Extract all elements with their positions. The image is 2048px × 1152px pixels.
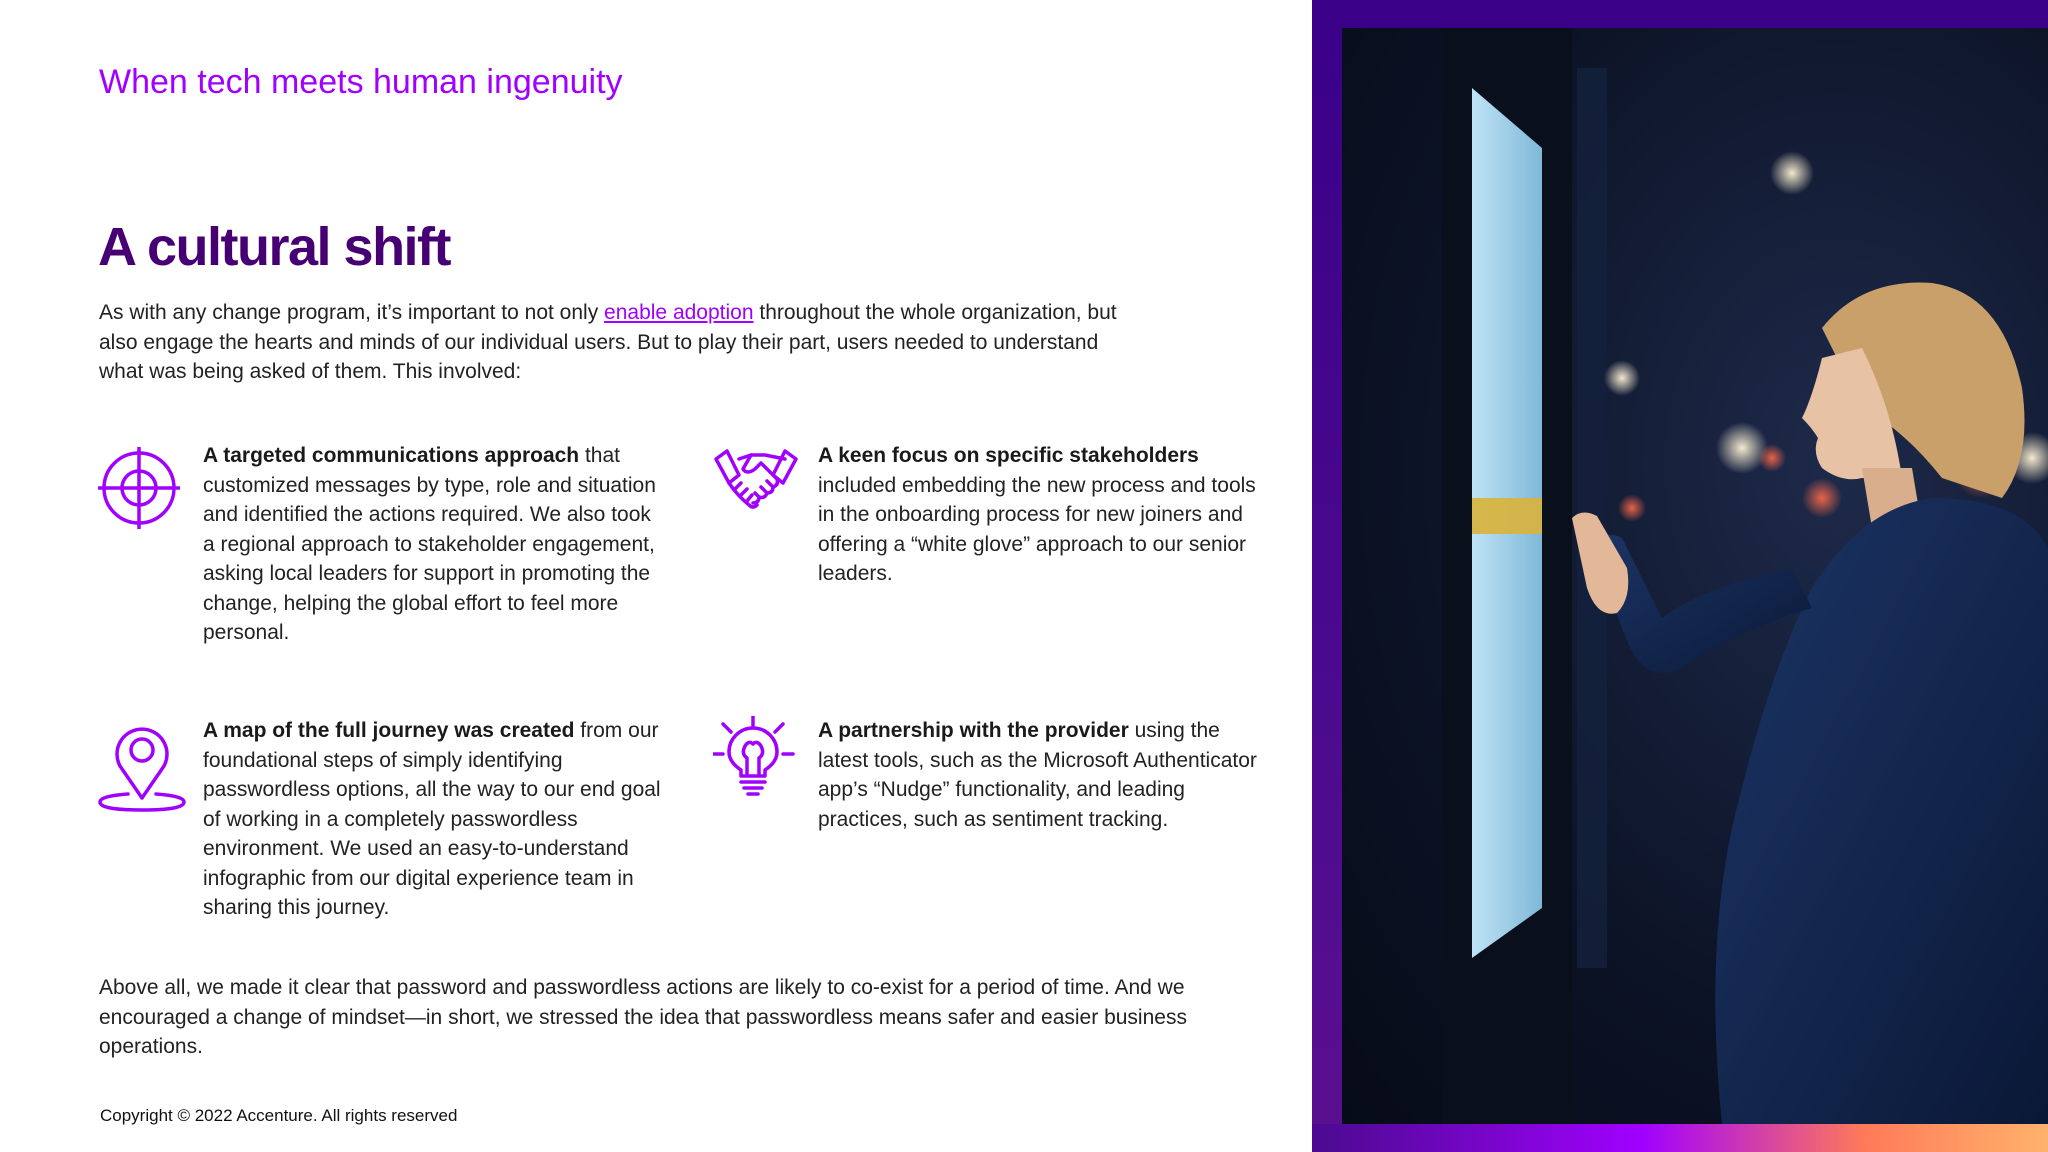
closing-paragraph: Above all, we made it clear that password and passwordless actions are likely to co-exist for a period of time. And we encouraged a change of mindset—in short, we stressed the idea that passwordless means safer and easier business operations. xyxy=(99,976,1187,1058)
feature-title: A partnership with the provider xyxy=(818,719,1129,742)
intro-text-start: As with any change program, it’s important to not only xyxy=(99,301,605,324)
woman-touching-screen-image xyxy=(1342,28,2048,1124)
feature-description: that customized messages by type, role and situation and identified the actions required. We also took a regional approach to stakeholder engagement, asking local leaders for support in promoting the change, helping the global effort to feel more personal. xyxy=(203,444,656,644)
feature-description: included embedding the new process and tools in the onboarding process for new joiners and offering a “white glove” approach to our senior leaders. xyxy=(818,473,1256,585)
map-pin-icon xyxy=(98,724,186,814)
intro-text-end: throughout the whole organization, but also engage the hearts and minds of our individual users. But to play their part, users needed to understand what was being asked of them. This involved: xyxy=(99,301,1117,383)
feature-communications xyxy=(98,441,668,651)
lightbulb-icon xyxy=(713,716,795,802)
gradient-accent-bar xyxy=(1312,1124,2048,1152)
hero-photo xyxy=(1342,28,2048,1124)
eyebrow-title: When tech meets human ingenuity xyxy=(99,63,623,101)
feature-title: A keen focus on specific stakeholders xyxy=(818,444,1199,467)
feature-description: from our foundational steps of simply identifying passwordless options, all the way to our end goal of working in a completely passwordless environment. We used an easy-to-understand infographic from our digital experience team in sharing this journey. xyxy=(203,719,661,919)
target-icon xyxy=(98,447,180,529)
feature-stakeholders xyxy=(713,441,1258,585)
handshake-icon xyxy=(713,445,799,515)
feature-title: A map of the full journey was created xyxy=(203,719,575,742)
copyright-notice: Copyright © 2022 Accenture. All rights reserved xyxy=(100,1106,458,1125)
feature-journey-map xyxy=(98,716,668,926)
page-title: A cultural shift xyxy=(98,217,451,277)
photo-frame xyxy=(1312,0,2048,1152)
feature-title: A targeted communications approach xyxy=(203,444,580,467)
feature-partnership xyxy=(713,716,1258,846)
enable-adoption-link[interactable]: enable adoption xyxy=(604,301,754,324)
feature-description: using the latest tools, such as the Microsoft Authenticator app’s “Nudge” functionality, and leading practices, such as sentiment tracking. xyxy=(818,719,1257,831)
intro-paragraph xyxy=(99,298,1119,387)
